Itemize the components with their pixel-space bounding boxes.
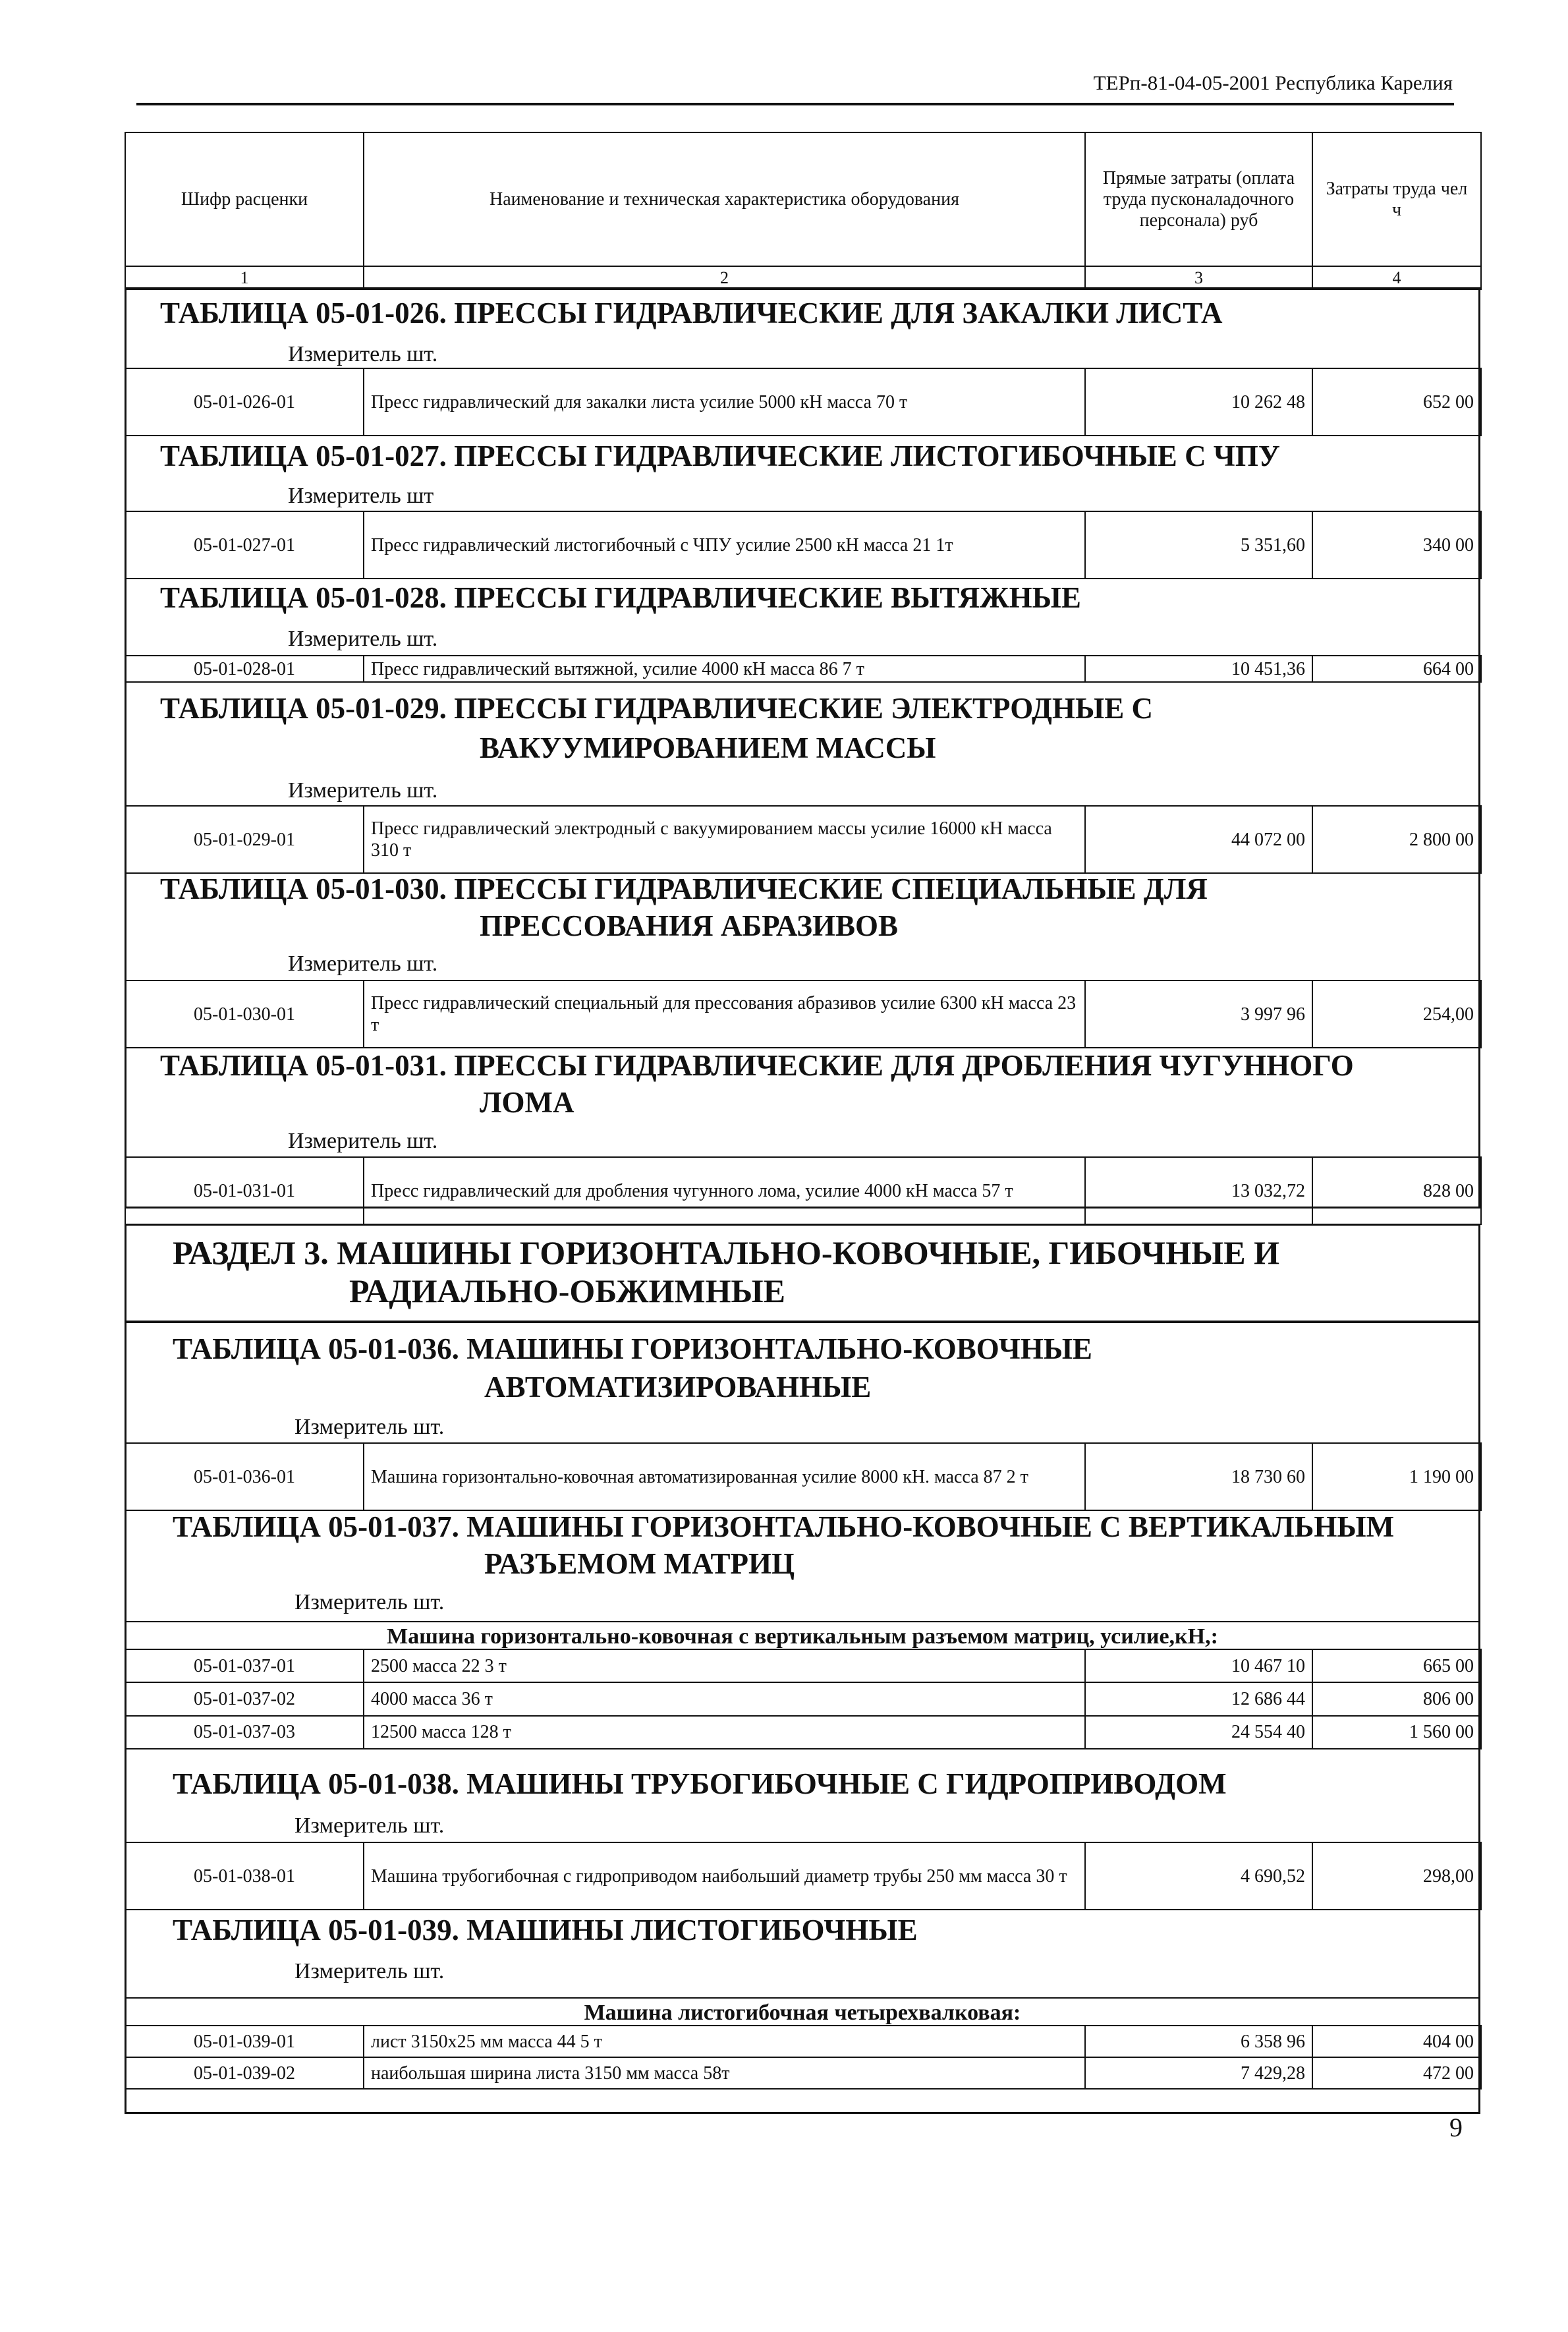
table-title-038: ТАБЛИЦА 05-01-038. МАШИНЫ ТРУБОГИБОЧНЫЕ С ГИДРОПРИВОДОМ (173, 1767, 1227, 1800)
row-labor: 828 00 (1312, 1157, 1481, 1224)
row-code: 05-01-039-01 (125, 2026, 364, 2057)
table-title-029-line2: ВАКУУМИРОВАНИЕМ МАССЫ (480, 731, 936, 764)
table-row (125, 1649, 1481, 1682)
row-code: 05-01-026-01 (125, 368, 364, 436)
col-number-3: 3 (1085, 266, 1312, 289)
table-row (125, 2026, 1481, 2057)
col-number-4: 4 (1312, 266, 1481, 289)
data-table-039 (125, 2025, 1480, 2090)
col-number-1: 1 (125, 266, 364, 289)
unit-label-036: Измеритель шт. (294, 1415, 445, 1439)
page-number: 9 (1449, 2113, 1463, 2142)
unit-label-037: Измеритель шт. (294, 1590, 445, 1614)
data-table-029 (125, 805, 1480, 874)
row-name: наибольшая ширина листа 3150 мм масса 58т (364, 2057, 1085, 2089)
row-code: 05-01-037-01 (125, 1649, 364, 1682)
table-row (125, 511, 1481, 579)
data-table-038 (125, 1842, 1480, 1910)
col-header-name: Наименование и техническая характеристика оборудования (364, 132, 1085, 266)
unit-label-029: Измеритель шт. (288, 778, 438, 803)
unit-label-027: Измеритель шт (288, 484, 434, 508)
col-header-code: Шифр расценки (125, 132, 364, 266)
table-title-028: ТАБЛИЦА 05-01-028. ПРЕССЫ ГИДРАВЛИЧЕСКИЕ ВЫТЯЖНЫЕ (160, 581, 1081, 614)
data-table-036 (125, 1442, 1480, 1511)
col-header-cost: Прямые затраты (оплата труда пусконаладочного персонала) руб (1085, 132, 1312, 266)
table-row (125, 368, 1481, 436)
unit-label-030: Измеритель шт. (288, 952, 438, 976)
row-cost: 6 358 96 (1085, 2026, 1312, 2057)
table-title-039: ТАБЛИЦА 05-01-039. МАШИНЫ ЛИСТОГИБОЧНЫЕ (173, 1914, 918, 1947)
row-labor: 1 560 00 (1312, 1716, 1481, 1749)
data-table-028 (125, 655, 1480, 683)
unit-label-026: Измеритель шт. (288, 342, 438, 366)
row-code: 05-01-031-01 (125, 1157, 364, 1224)
table-title-030-line2: ПРЕССОВАНИЯ АБРАЗИВОВ (480, 909, 899, 942)
row-code: 05-01-036-01 (125, 1443, 364, 1510)
row-labor: 2 800 00 (1312, 806, 1481, 873)
table-title-037-line2: РАЗЪЕМОМ МАТРИЦ (484, 1547, 795, 1580)
row-name: Пресс гидравлический для дробления чугунного лома, усилие 4000 кН масса 57 т (364, 1157, 1085, 1224)
row-code: 05-01-028-01 (125, 656, 364, 682)
row-cost: 10 451,36 (1085, 656, 1312, 682)
row-labor: 404 00 (1312, 2026, 1481, 2057)
table-row (125, 981, 1481, 1048)
unit-label-031: Измеритель шт. (288, 1129, 438, 1153)
section-title: РАЗДЕЛ 3. МАШИНЫ ГОРИЗОНТАЛЬНО-КОВОЧНЫЕ, ГИБОЧНЫЕ И (173, 1234, 1279, 1271)
header-rule (136, 103, 1454, 105)
data-table-027 (125, 511, 1480, 579)
row-name: 12500 масса 128 т (364, 1716, 1085, 1749)
unit-label-028: Измеритель шт. (288, 627, 438, 651)
row-cost: 24 554 40 (1085, 1716, 1312, 1749)
row-cost: 3 997 96 (1085, 981, 1312, 1048)
table-row (125, 656, 1481, 682)
data-table-026 (125, 368, 1480, 436)
group-row-037 (125, 1621, 1480, 1649)
row-cost: 10 467 10 (1085, 1649, 1312, 1682)
row-name: Пресс гидравлический листогибочный с ЧПУ усилие 2500 кН масса 21 1т (364, 511, 1085, 579)
row-name: лист 3150х25 мм масса 44 5 т (364, 2026, 1085, 2057)
table-title-031: ТАБЛИЦА 05-01-031. ПРЕССЫ ГИДРАВЛИЧЕСКИЕ ДЛЯ ДРОБЛЕНИЯ ЧУГУННОГО (160, 1049, 1354, 1082)
row-name: Пресс гидравлический для закалки листа усилие 5000 кН масса 70 т (364, 368, 1085, 436)
column-header-table (125, 132, 1480, 289)
table-title-029: ТАБЛИЦА 05-01-029. ПРЕССЫ ГИДРАВЛИЧЕСКИЕ ЭЛЕКТРОДНЫЕ С (160, 692, 1153, 725)
row-labor: 806 00 (1312, 1682, 1481, 1715)
row-code: 05-01-030-01 (125, 981, 364, 1048)
row-name: Пресс гидравлический вытяжной, усилие 4000 кН масса 86 7 т (364, 656, 1085, 682)
group-row-039 (125, 1997, 1480, 2025)
row-labor: 254,00 (1312, 981, 1481, 1048)
row-labor: 340 00 (1312, 511, 1481, 579)
table-row (125, 1716, 1481, 1749)
row-labor: 664 00 (1312, 656, 1481, 682)
table-title-036-line2: АВТОМАТИЗИРОВАННЫЕ (484, 1371, 872, 1404)
row-name: 2500 масса 22 3 т (364, 1649, 1085, 1682)
row-cost: 18 730 60 (1085, 1443, 1312, 1510)
row-code: 05-01-037-03 (125, 1716, 364, 1749)
row-cost: 4 690,52 (1085, 1842, 1312, 1910)
row-cost: 7 429,28 (1085, 2057, 1312, 2089)
table-title-031-line2: ЛОМА (480, 1086, 574, 1119)
row-name: Пресс гидравлический электродный с вакуумированием массы усилие 16000 кН масса 310 т (364, 806, 1085, 873)
group-heading: Машина листогибочная четырехвалковая: (584, 2001, 1021, 2025)
col-header-labor: Затраты труда чел ч (1312, 132, 1481, 266)
row-code: 05-01-037-02 (125, 1682, 364, 1715)
data-table-031 (125, 1156, 1480, 1225)
running-header: ТЕРп-81-04-05-2001 Республика Карелия (1093, 71, 1453, 94)
row-code: 05-01-039-02 (125, 2057, 364, 2089)
row-name: Машина трубогибочная с гидроприводом наибольший диаметр трубы 250 мм масса 30 т (364, 1842, 1085, 1910)
col-number-2: 2 (364, 266, 1085, 289)
group-heading: Машина горизонтально-ковочная с вертикальным разъемом матриц, усилие,кН,: (387, 1624, 1218, 1649)
row-name: Машина горизонтально-ковочная автоматизированная усилие 8000 кН. масса 87 2 т (364, 1443, 1085, 1510)
row-labor: 1 190 00 (1312, 1443, 1481, 1510)
section-title-line2: РАДИАЛЬНО-ОБЖИМНЫЕ (349, 1272, 785, 1309)
row-labor: 298,00 (1312, 1842, 1481, 1910)
unit-label-039: Измеритель шт. (294, 1959, 445, 1983)
table-title-037: ТАБЛИЦА 05-01-037. МАШИНЫ ГОРИЗОНТАЛЬНО-КОВОЧНЫЕ С ВЕРТИКАЛЬНЫМ (173, 1510, 1395, 1543)
row-cost: 10 262 48 (1085, 368, 1312, 436)
table-row (125, 1842, 1481, 1910)
table-title-030: ТАБЛИЦА 05-01-030. ПРЕССЫ ГИДРАВЛИЧЕСКИЕ СПЕЦИАЛЬНЫЕ ДЛЯ (160, 872, 1208, 905)
row-cost: 12 686 44 (1085, 1682, 1312, 1715)
table-title-027: ТАБЛИЦА 05-01-027. ПРЕССЫ ГИДРАВЛИЧЕСКИЕ ЛИСТОГИБОЧНЫЕ С ЧПУ (160, 440, 1280, 472)
table-row (125, 806, 1481, 873)
table-row (125, 1157, 1481, 1224)
table-row (125, 1682, 1481, 1715)
row-code: 05-01-029-01 (125, 806, 364, 873)
row-cost: 44 072 00 (1085, 806, 1312, 873)
table-row (125, 2057, 1481, 2089)
table-row (125, 1443, 1481, 1510)
table-title-026: ТАБЛИЦА 05-01-026. ПРЕССЫ ГИДРАВЛИЧЕСКИЕ ДЛЯ ЗАКАЛКИ ЛИСТА (160, 297, 1223, 329)
row-labor: 665 00 (1312, 1649, 1481, 1682)
row-labor: 472 00 (1312, 2057, 1481, 2089)
row-labor: 652 00 (1312, 368, 1481, 436)
data-table-030 (125, 980, 1480, 1048)
row-name: 4000 масса 36 т (364, 1682, 1085, 1715)
unit-label-038: Измеритель шт. (294, 1813, 445, 1838)
row-name: Пресс гидравлический специальный для прессования абразивов усилие 6300 кН масса 23 т (364, 981, 1085, 1048)
row-code: 05-01-027-01 (125, 511, 364, 579)
table-title-036: ТАБЛИЦА 05-01-036. МАШИНЫ ГОРИЗОНТАЛЬНО-КОВОЧНЫЕ (173, 1332, 1092, 1365)
row-cost: 5 351,60 (1085, 511, 1312, 579)
data-table-037 (125, 1649, 1480, 1749)
row-cost: 13 032,72 (1085, 1157, 1312, 1224)
row-code: 05-01-038-01 (125, 1842, 364, 1910)
